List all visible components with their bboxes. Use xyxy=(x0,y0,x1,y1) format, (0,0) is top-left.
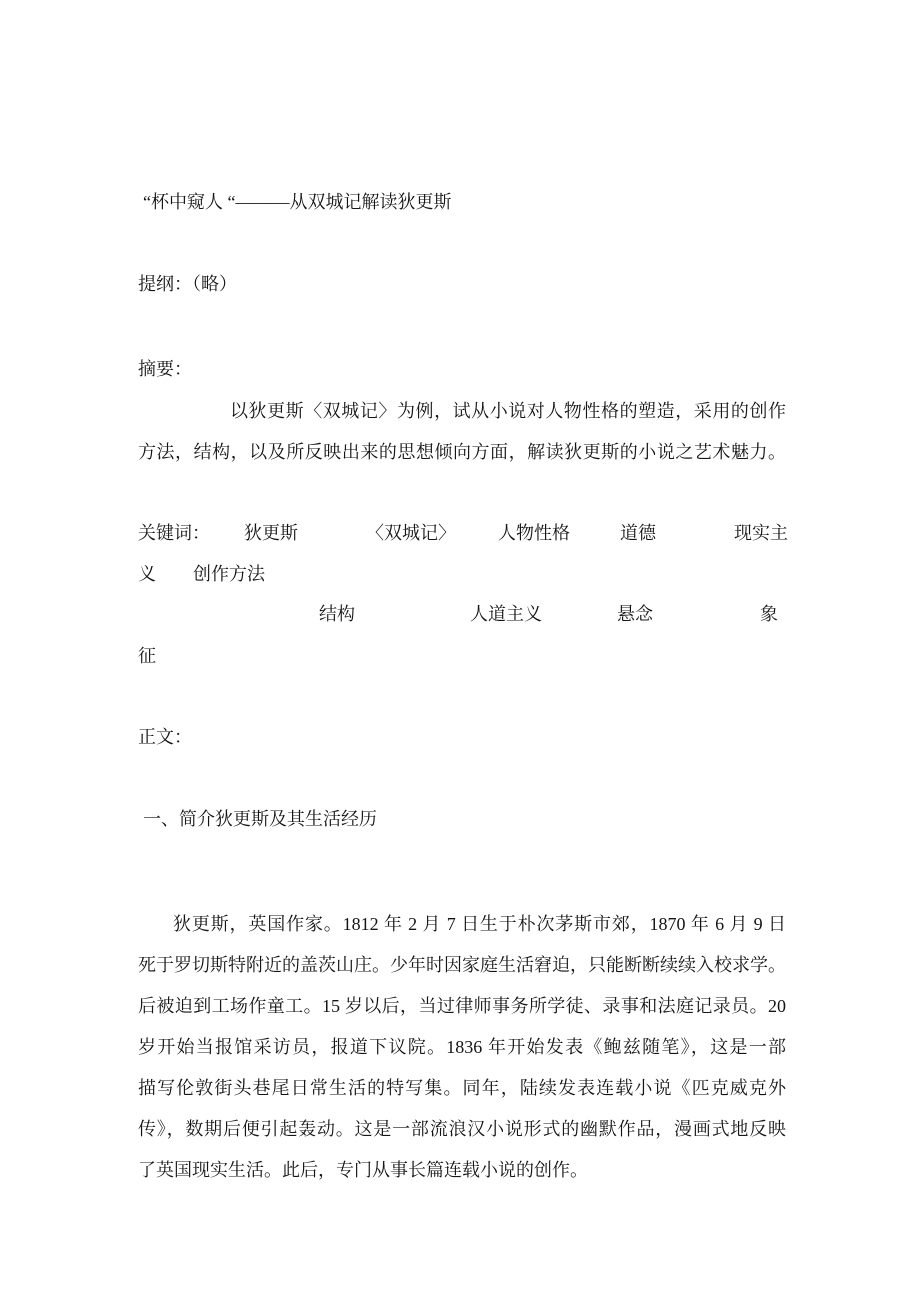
paragraph-line-5: 描写伦敦街头巷尾日常生活的特写集。同年，陆续发表连载小说《匹克威克外 xyxy=(138,1078,786,1098)
keyword-token: 义 xyxy=(138,564,156,584)
paragraph-line-3: 后被迫到工场作童工。15 岁以后，当过律师事务所学徒、录事和法庭记录员。20 xyxy=(138,996,786,1016)
keyword-token: 创作方法 xyxy=(193,564,265,584)
paragraph-line-2: 死于罗切斯特附近的盖茨山庄。少年时因家庭生活窘迫，只能断断续续入校求学。 xyxy=(138,955,786,975)
section1-paragraph xyxy=(138,904,786,1191)
keyword-token: 结构 xyxy=(319,604,355,624)
keywords-row-1 xyxy=(138,513,798,554)
keyword-token: 道德 xyxy=(620,523,656,543)
abstract-line-1: 以狄更斯〈双城记〉为例，试从小说对人物性格的塑造，采用的创作 xyxy=(230,401,786,421)
keywords-row-3 xyxy=(138,594,798,635)
abstract-paragraph xyxy=(138,391,786,473)
keyword-token: 狄更斯 xyxy=(244,523,298,543)
abstract-line-2: 方法，结构，以及所反映出来的思想倾向方面，解读狄更斯的小说之艺术魅力。 xyxy=(138,442,786,462)
keyword-token: 人物性格 xyxy=(498,523,570,543)
keyword-token: 〈双城记〉 xyxy=(366,523,456,543)
document-title: “杯中窥人 “———从双城记解读狄更斯 xyxy=(143,192,452,212)
keyword-token: 悬念 xyxy=(617,604,653,624)
paragraph-line-7: 了英国现实生活。此后，专门从事长篇连载小说的创作。 xyxy=(138,1160,588,1180)
paragraph-line-4: 岁开始当报馆采访员，报道下议院。1836 年开始发表《鲍兹随笔》，这是一部 xyxy=(138,1037,786,1057)
keywords-row-4 xyxy=(138,636,798,677)
abstract-label: 摘要： xyxy=(138,359,192,379)
section1-heading: 一、简介狄更斯及其生活经历 xyxy=(143,809,377,829)
paragraph-line-1: 狄更斯，英国作家。1812 年 2 月 7 日生于朴次茅斯市郊，1870 年 6 月 9 日 xyxy=(173,914,786,934)
keywords-label: 关键词： xyxy=(138,523,210,543)
keyword-token: 现实主 xyxy=(734,523,788,543)
keywords-row-2 xyxy=(138,554,798,595)
keyword-token: 人道主义 xyxy=(470,604,542,624)
keyword-token: 征 xyxy=(138,646,156,666)
outline-label: 提纲：（略） xyxy=(138,274,237,294)
paragraph-line-6: 传》，数期后便引起轰动。这是一部流浪汉小说形式的幽默作品，漫画式地反映 xyxy=(138,1119,786,1139)
keyword-token: 象 xyxy=(760,604,778,624)
body-label: 正文： xyxy=(138,727,192,747)
